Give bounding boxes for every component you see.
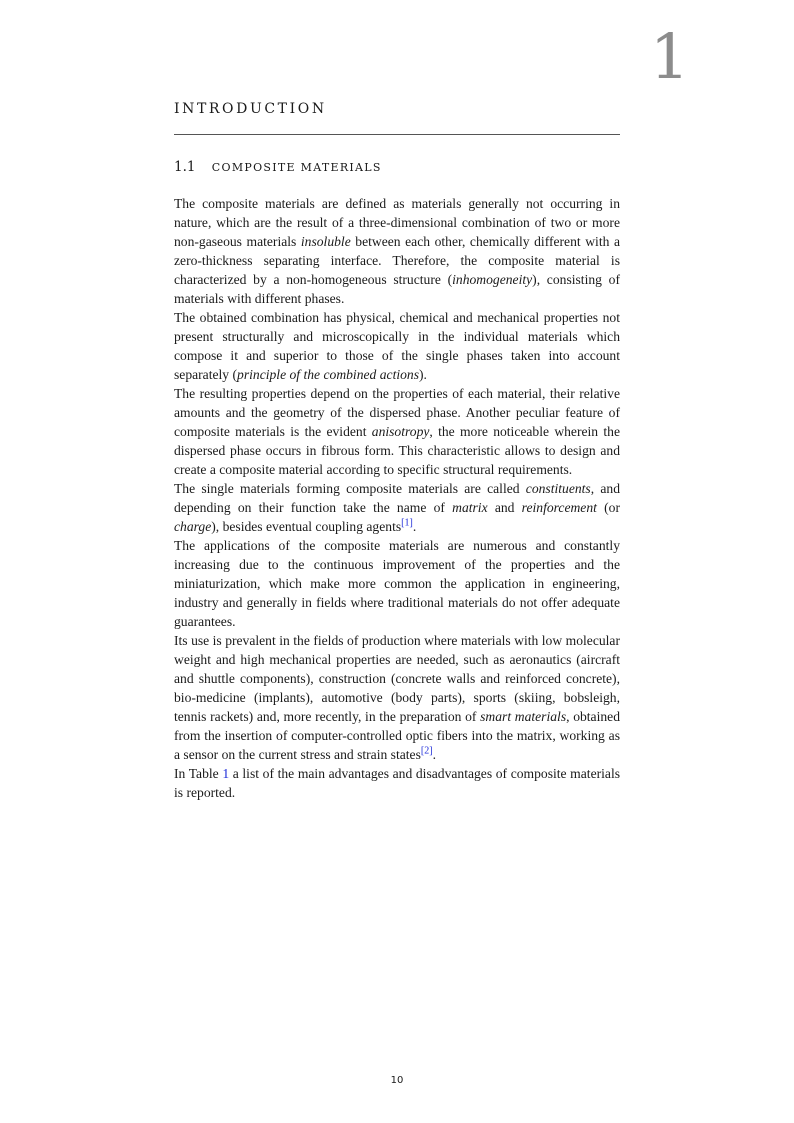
text-run: In Table <box>174 766 223 781</box>
emphasis: principle of the combined actions <box>237 367 420 382</box>
emphasis: reinforcement <box>521 500 597 515</box>
page-number: 10 <box>390 1075 404 1086</box>
text-run: The resulting properties depend on the properties of each material, their relative amounts and the geometry of the dispersed phase. Another peculiar feature of composite materials is the evident <box>174 386 620 439</box>
section-heading <box>174 159 382 175</box>
text-run: . <box>412 519 417 534</box>
text-run: The single materials forming composite materials are called <box>174 481 526 496</box>
text-run: , the more noticeable wherein the dispersed phase occurs in fibrous form. This characteristic allows to design and create a composite material according to specific structural requirements. <box>174 424 620 477</box>
text-run: , and depending on their function take the name of <box>174 481 620 515</box>
text-run: and <box>487 500 522 515</box>
emphasis: inhomogeneity <box>452 272 533 287</box>
text-run: between each other, chemically different with a zero-thickness separating interface. Therefore, the composite material is characterized by a non-homogeneous structure ( <box>174 234 620 287</box>
body-text <box>174 194 620 802</box>
paragraph-4 <box>174 479 620 536</box>
table-reference-link[interactable]: 1 <box>222 766 230 781</box>
text-run: a list of the main advantages and disadvantages of composite materials is reported. <box>174 766 621 800</box>
emphasis: charge <box>174 519 212 534</box>
paragraph-2 <box>174 308 620 384</box>
chapter-rule <box>174 134 620 135</box>
text-run: The obtained combination has physical, chemical and mechanical properties not present structurally and microscopically in the individual materials which compose it and superior to those of the single phases taken into account separately ( <box>174 310 620 382</box>
paragraph-5 <box>174 536 620 631</box>
paragraph-7 <box>174 764 620 802</box>
emphasis: insoluble <box>300 234 351 249</box>
text-run: The composite materials are defined as materials generally not occurring in nature, which are the result of a three-dimensional combination of two or more non-gaseous materials <box>174 196 620 249</box>
text-run: Its use is prevalent in the fields of production where materials with low molecular weight and high mechanical properties are needed, such as aeronautics (aircraft and shuttle components), construction (concrete walls and reinforced concrete), bio-medicine (implants), automotive (body parts), sports (skiing, bobsleigh, tennis rackets) and, more recently, in the preparation of <box>174 633 620 724</box>
emphasis: constituents <box>525 481 591 496</box>
paragraph-6 <box>174 631 620 764</box>
text-run: ), besides eventual coupling agents <box>211 519 402 534</box>
section-number: 1.1 <box>174 159 196 175</box>
chapter-title: INTRODUCTION <box>174 101 327 117</box>
text-run: ), consisting of materials with different phases. <box>174 272 620 306</box>
text-run: , obtained from the insertion of computer-controlled optic fibers into the matrix, working as a sensor on the current stress and strain states <box>174 709 620 762</box>
emphasis: anisotropy <box>371 424 430 439</box>
chapter-number: 1 <box>650 20 690 93</box>
section-title: COMPOSITE MATERIALS <box>211 161 382 174</box>
citation-link[interactable]: [2] <box>420 745 433 757</box>
paragraph-1 <box>174 194 620 308</box>
text-run: . <box>432 747 436 762</box>
text-run: The applications of the composite materials are numerous and constantly increasing due to the continuous improvement of the properties and the miniaturization, which make more common the application in engineering, industry and generally in fields where traditional materials do not offer adequate guarantees. <box>174 538 620 629</box>
emphasis: smart materials <box>480 709 567 724</box>
citation-link[interactable]: [1] <box>401 517 413 529</box>
text-run: (or <box>596 500 620 515</box>
emphasis: matrix <box>452 500 488 515</box>
paragraph-3 <box>174 384 620 479</box>
text-run: ). <box>419 367 427 382</box>
